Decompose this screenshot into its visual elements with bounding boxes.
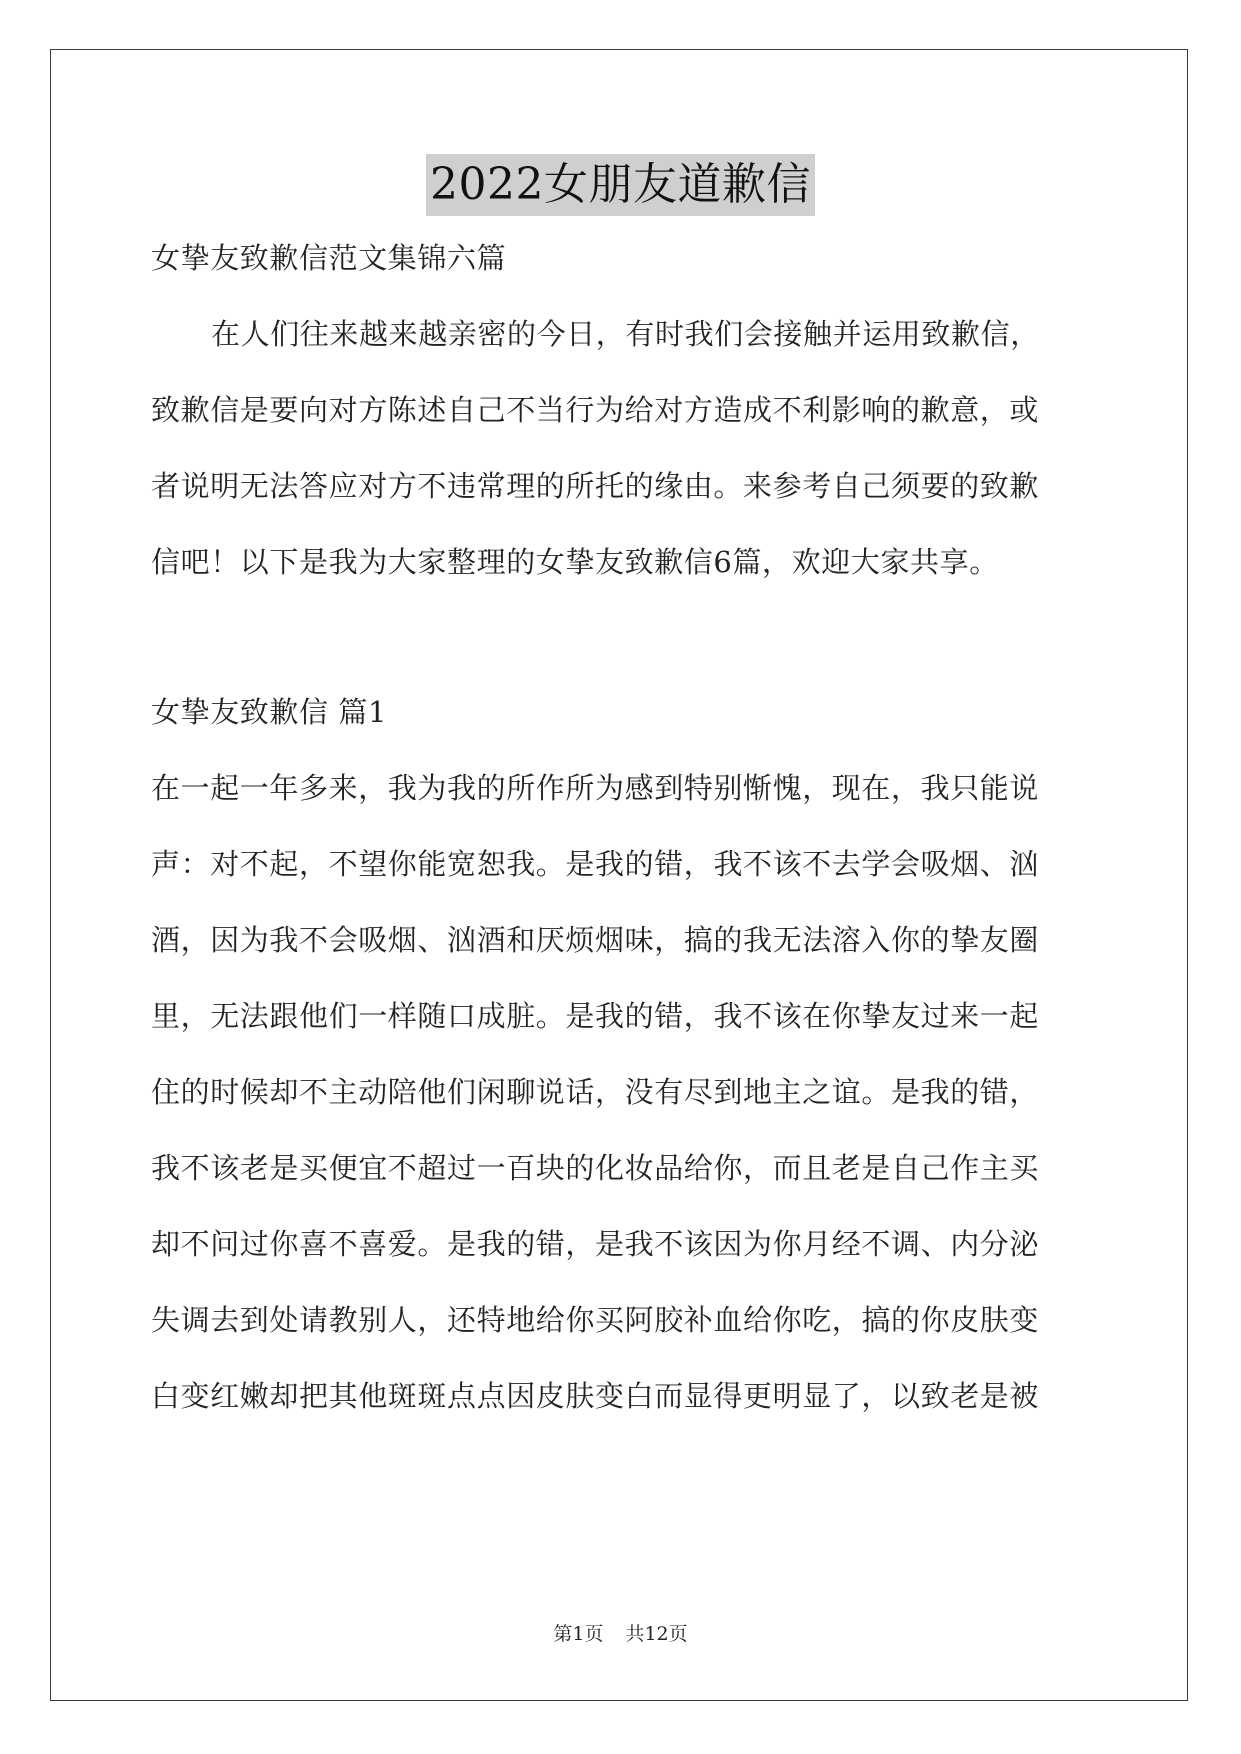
document-subtitle: 女挚友致歉信范文集锦六篇 bbox=[151, 241, 507, 275]
body-line: 住的时候却不主动陪他们闲聊说话，没有尽到地主之谊。是我的错， bbox=[151, 1075, 1040, 1109]
page-total: 共12页 bbox=[625, 1623, 688, 1645]
body-line: 我不该老是买便宜不超过一百块的化妆品给你，而且老是自己作主买 bbox=[151, 1151, 1040, 1185]
intro-line: 致歉信是要向对方陈述自己不当行为给对方造成不利影响的歉意，或 bbox=[151, 393, 1040, 427]
page-number: 第1页 bbox=[553, 1623, 604, 1645]
body-line: 白变红嫩却把其他斑斑点点因皮肤变白而显得更明显了，以致老是被 bbox=[151, 1379, 1040, 1413]
section-heading: 女挚友致歉信 篇1 bbox=[151, 695, 388, 729]
body-line: 酒，因为我不会吸烟、汹酒和厌烦烟味，搞的我无法溶入你的挚友圈 bbox=[151, 923, 1040, 957]
body-line: 声：对不起，不望你能宽恕我。是我的错，我不该不去学会吸烟、汹 bbox=[151, 847, 1040, 881]
body-line: 里，无法跟他们一样随口成脏。是我的错，我不该在你挚友过来一起 bbox=[151, 999, 1040, 1033]
document-title: 2022女朋友道歉信 bbox=[426, 154, 815, 216]
intro-line: 在人们往来越来越亲密的今日，有时我们会接触并运用致歉信， bbox=[211, 317, 1040, 351]
body-line: 失调去到处请教别人，还特地给你买阿胶补血给你吃，搞的你皮肤变 bbox=[151, 1303, 1040, 1337]
page-footer bbox=[0, 1622, 1241, 1646]
intro-line: 者说明无法答应对方不违常理的所托的缘由。来参考自己须要的致歉 bbox=[151, 469, 1040, 503]
title-wrap bbox=[0, 154, 1241, 216]
body-line: 却不问过你喜不喜爱。是我的错，是我不该因为你月经不调、内分泌 bbox=[151, 1227, 1040, 1261]
body-line: 在一起一年多来，我为我的所作所为感到特别惭愧，现在，我只能说 bbox=[151, 771, 1040, 805]
intro-line: 信吧！以下是我为大家整理的女挚友致歉信6篇，欢迎大家共享。 bbox=[151, 545, 999, 579]
